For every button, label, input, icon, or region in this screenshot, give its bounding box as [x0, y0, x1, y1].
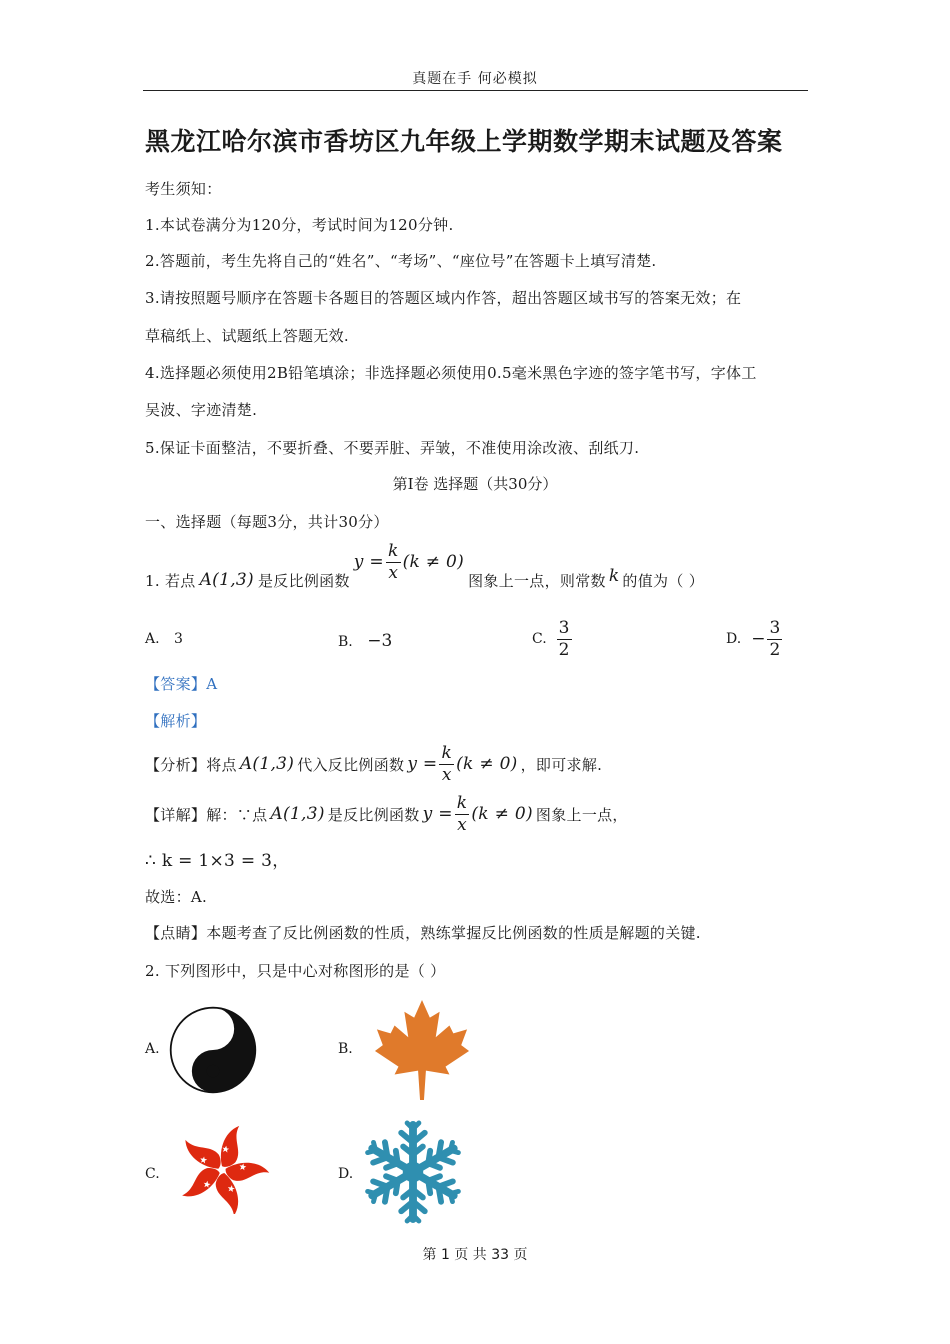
q1-option-c[interactable]: [532, 615, 574, 663]
q1-dianjing: [145, 922, 701, 943]
q1-xiangjie-text-3: 图象上一点，: [535, 805, 628, 824]
page-title: 黑龙江哈尔滨市香坊区九年级上学期数学期末试题及答案: [145, 127, 783, 156]
q1-option-d-fraction: [767, 617, 782, 660]
q1-stem: [145, 540, 704, 610]
notice-item-3-line-1: 3.请按照题号顺序在答题卡各题目的答题区域内作答，超出答题区域书写的答案无效；在: [145, 289, 742, 307]
q1-option-d-label: D.: [726, 631, 742, 647]
q1-xiangjie-point: A(1,3): [270, 804, 325, 824]
q1-dianjing-label: 【点睛】: [145, 924, 207, 942]
header-rule: [143, 90, 808, 91]
q2-option-d-label[interactable]: D.: [338, 1166, 354, 1182]
q1-fenxi-fn-denominator: x: [441, 764, 452, 785]
q1-option-c-denominator: 2: [558, 639, 570, 660]
q1-xiangjie-function: [422, 792, 533, 835]
notice-item-4-line-2: 吴波、字迹清楚.: [145, 401, 258, 419]
notice-item-5: 5.保证卡面整洁，不要折叠、不要弄脏、弄皱，不准使用涂改液、刮纸刀.: [145, 439, 640, 457]
q1-xiangjie-fn-numerator: k: [456, 792, 468, 813]
q1-fenxi-text-3: ，即可求解.: [520, 755, 603, 774]
q1-option-b-value: −3: [367, 631, 393, 651]
q1-analysis-label: 【解析】: [145, 712, 207, 730]
q2-option-c-label[interactable]: C.: [145, 1166, 160, 1182]
notice-item-2: 2.答题前，考生先将自己的“姓名”、“考场”、“座位号”在答题卡上填写清楚.: [145, 252, 657, 270]
q1-fenxi-label: 【分析】: [145, 755, 207, 774]
q1-fn-condition: (k ≠ 0): [402, 552, 465, 572]
q1-option-b[interactable]: [338, 631, 392, 651]
q1-xiangjie-fn-fraction: [455, 792, 470, 835]
maple-leaf-image[interactable]: [373, 998, 471, 1102]
bauhinia-flower-image[interactable]: [174, 1122, 270, 1214]
q1-option-d-numerator: 3: [769, 617, 781, 638]
q1-option-a[interactable]: [145, 631, 183, 647]
q1-xiangjie-text-1: 解：∵点: [206, 805, 268, 824]
q1-calculation: ∴ k = 1×3 = 3，: [145, 851, 290, 871]
q1-choice: 故选：A.: [145, 888, 208, 906]
q1-fenxi-fn-fraction: [439, 742, 454, 785]
part-heading: 一、选择题（每题3分，共计30分）: [145, 513, 389, 531]
q1-point: A(1,3): [199, 570, 254, 590]
q1-xiangjie-text-2: 是反比例函数: [327, 805, 420, 824]
notice-heading: 考生须知：: [145, 180, 222, 198]
q1-text-2: 图象上一点，则常数: [468, 571, 606, 590]
q1-xiangjie-label: 【详解】: [145, 805, 207, 824]
q1-option-a-value: 3: [174, 631, 183, 647]
volume-heading: 第Ⅰ卷 选择题（共30分）: [392, 475, 558, 493]
q1-text-1: 是反比例函数: [257, 571, 350, 590]
q1-option-a-label: A.: [145, 631, 160, 647]
q1-fenxi: [145, 740, 602, 788]
q1-fenxi-fn-lhs: y =: [407, 754, 438, 774]
q1-function: [353, 540, 465, 583]
q1-text-3: 的值为（ ）: [622, 571, 704, 590]
q1-option-b-label: B.: [338, 634, 353, 650]
q1-option-c-label: C.: [532, 631, 547, 647]
q1-option-c-fraction: [557, 617, 572, 660]
q2-option-b-label[interactable]: B.: [338, 1041, 353, 1057]
q1-fenxi-function: [407, 742, 518, 785]
q1-xiangjie-fn-condition: (k ≠ 0): [471, 804, 533, 824]
q1-fenxi-point: A(1,3): [239, 754, 295, 774]
q1-fn-fraction: [386, 540, 401, 583]
notice-item-3-line-2: 草稿纸上、试题纸上答题无效.: [145, 327, 349, 345]
q1-number: 1. 若点: [145, 571, 196, 590]
notice-item-1: 1.本试卷满分为120分，考试时间为120分钟.: [145, 216, 454, 234]
notice-item-4-line-1: 4.选择题必须使用2B铅笔填涂；非选择题必须使用0.5毫米黑色字迹的签字笔书写，字体工: [145, 364, 757, 382]
q1-fenxi-fn-condition: (k ≠ 0): [456, 754, 518, 774]
q1-fn-denominator: x: [388, 562, 399, 583]
snowflake-image[interactable]: [364, 1120, 462, 1224]
q1-dianjing-text: 本题考查了反比例函数的性质，熟练掌握反比例函数的性质是解题的关键.: [206, 924, 701, 942]
q1-xiangjie-fn-denominator: x: [457, 814, 468, 835]
q1-xiangjie: [145, 790, 628, 838]
q1-fenxi-text-2: 代入反比例函数: [297, 755, 405, 774]
q1-option-c-numerator: 3: [558, 617, 570, 638]
q1-fenxi-text-1: 将点: [206, 755, 237, 774]
page-footer: 第 1 页 共 33 页: [422, 1247, 528, 1263]
page-header: 真题在手 何必模拟: [412, 71, 538, 87]
q1-xiangjie-fn-lhs: y =: [422, 804, 453, 824]
q1-option-d-denominator: 2: [769, 639, 781, 660]
q1-fn-lhs: y =: [353, 552, 384, 572]
q1-option-d[interactable]: [726, 615, 784, 663]
yin-yang-image[interactable]: [168, 1005, 258, 1095]
q1-fenxi-fn-numerator: k: [441, 742, 453, 763]
q1-fn-numerator: k: [387, 540, 399, 561]
q1-k: k: [608, 566, 620, 586]
q2-option-a-label[interactable]: A.: [145, 1041, 160, 1057]
q1-answer: 【答案】A: [145, 675, 218, 693]
q2-stem: 2. 下列图形中，只是中心对称图形的是（ ）: [145, 962, 446, 980]
q1-option-d-sign: −: [751, 629, 766, 649]
